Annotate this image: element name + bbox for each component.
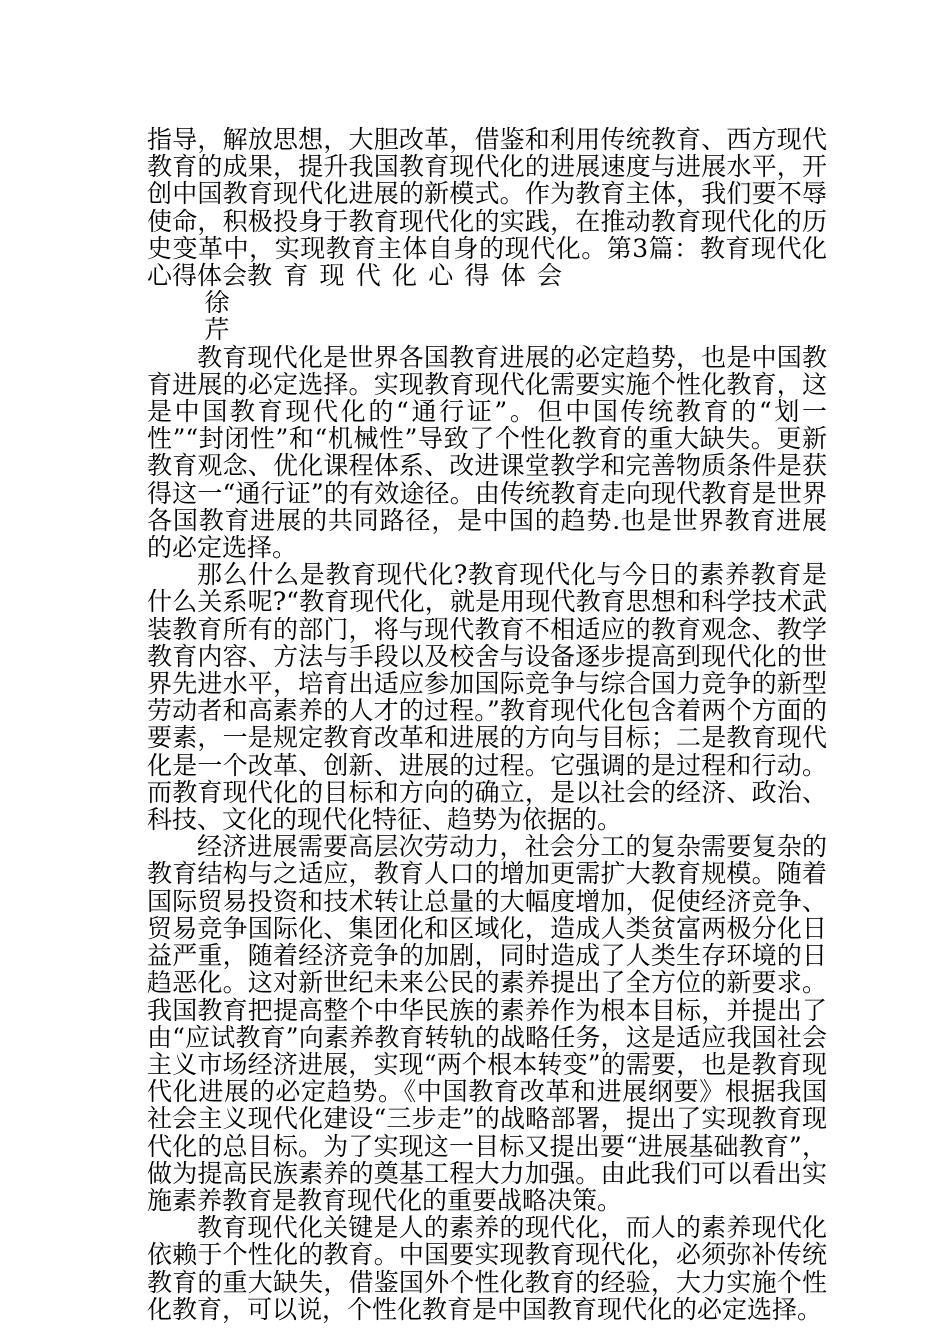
author-surname: 徐 [204, 288, 230, 318]
spaced-heading: 教育现代化心得体会 [247, 261, 574, 291]
paragraph-1 [147, 126, 827, 289]
paragraph-3: 那么什么是教育现代化?教育现代化与今日的素养教育是什么关系呢?“教育现代化，就是用现代教育思想和科学技术武装教育所有的部门，将与现代教育不相适应的教育观念、教学教育内容、方法与手段以及校舍与设备逐步提高到现代化的世界先进水平，培育出适应参加国际竞争与综合国力竞争的新型劳动者和高素养的人才的过程。”教育现代化包含着两个方面的要素，一是规定教育改革和进展的方向与目标；二是教育现代化是一个改革、创新、进展的过程。它强调的是过程和行动。而教育现代化的目标和方向的确立，是以社会的经济、政治、科技、文化的现代化特征、趋势为依据的。 [147, 560, 827, 835]
paragraph-4: 经济进展需要高层次劳动力，社会分工的复杂需要复杂的教育结构与之适应，教育人口的增加更需扩大教育规模。随着国际贸易投资和技术转让总量的大幅度增加，促使经济竞争、贸易竞争国际化、集团化和区域化，造成人类贫富两极分化日益严重，随着经济竞争的加剧，同时造成了人类生存环境的日趋恶化。这对新世纪未来公民的素养提出了全方位的新要求。我国教育把提高整个中华民族的素养作为根本目标，并提出了由“应试教育”向素养教育转轨的战略任务，这是适应我国社会主义市场经济进展，实现“两个根本转变”的需要，也是教育现代化进展的必定趋势。《中国教育改革和进展纲要》根据我国社会主义现代化建设“三步走”的战略部署，提出了实现教育现代化的总目标。为了实现这一目标又提出要“进展基础教育”，做为提高民族素养的奠基工程大力加强。由此我们可以看出实施素养教育是教育现代化的重要战略决策。 [147, 832, 827, 1215]
paragraph-2: 教育现代化是世界各国教育进展的必定趋势，也是中国教育进展的必定选择。实现教育现代化需要实施个性化教育，这是中国教育现代化的“通行证”。但中国传统教育的“划一性”“封闭性”和“机械性”导致了个性化教育的重大缺失。更新教育观念、优化课程体系、改进课堂教学和完善物质条件是获得这一“通行证”的有效途径。由传统教育走向现代教育是世界各国教育进展的共同路径，是中国的趋势.也是世界教育进展的必定选择。 [147, 342, 827, 563]
document-body [147, 126, 827, 1323]
author-given-name: 芹 [204, 315, 230, 345]
paragraph-1-text: 指导，解放思想，大胆改革，借鉴和利用传统教育、西方现代教育的成果，提升我国教育现代化的进展速度与进展水平，开创中国教育现代化进展的新模式。作为教育主体，我们要不辱使命，积极投身于教育现代化的实践，在推动教育现代化的历史变革中，实现教育主体自身的现代化。第3篇：教育现代化心得体会 [147, 125, 827, 291]
paragraph-5: 教育现代化关键是人的素养的现代化，而人的素养现代化依赖于个性化的教育。中国要实现教育现代化，必须弥补传统教育的重大缺失，借鉴国外个性化教育的经验，大力实施个性化教育，可以说，个性化教育是中国教育现代化的必定选择。 [147, 1213, 827, 1324]
